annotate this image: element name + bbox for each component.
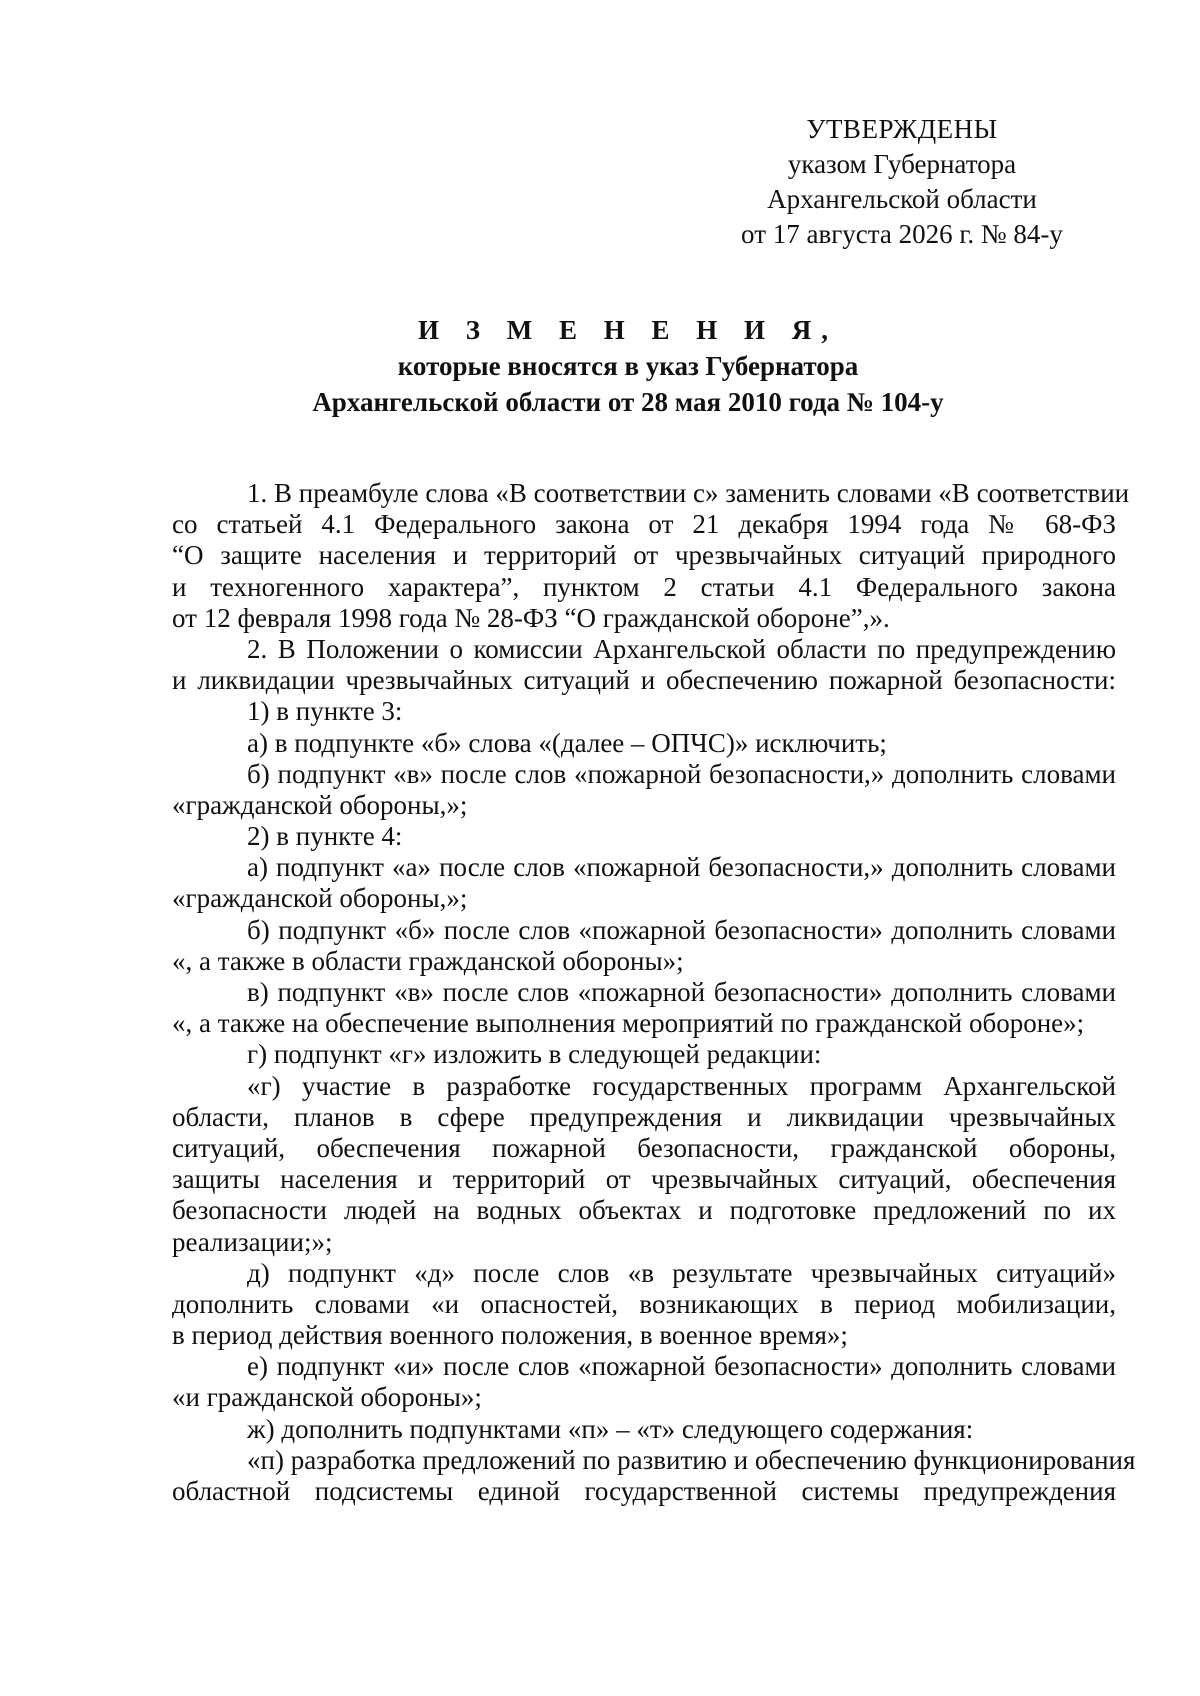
body-line: б) подпункт «в» после слов «пожарной безопасности,» дополнить словами: [247, 758, 1116, 789]
body-line: «гражданской обороны,»;: [172, 789, 468, 820]
body-line: реализации;»;: [172, 1226, 333, 1257]
body-line: от 12 февраля 1998 года № 28-ФЗ “О гражданской обороне”,».: [172, 602, 890, 633]
body-line: 1. В преамбуле слова «В соответствии с» заменить словами «В соответствии: [247, 478, 1130, 508]
body-line: ж) дополнить подпунктами «п» – «т» следующего содержания:: [247, 1413, 974, 1444]
approval-line: от 17 августа 2026 г. № 84-у: [741, 219, 1063, 249]
body-line: дополнить словами «и опасностей, возникающих в период мобилизации,: [172, 1288, 1116, 1319]
body-line: в) подпункт «в» после слов «пожарной безопасности» дополнить словами: [247, 977, 1116, 1007]
body-line: «п) разработка предложений по развитию и обеспечению функционирования: [247, 1444, 1136, 1475]
approval-line: указом Губернатора: [787, 149, 1017, 179]
body-line: 2) в пункте 4:: [247, 821, 403, 852]
body-line: безопасности людей на водных объектах и подготовке предложений по их: [172, 1195, 1116, 1226]
body-line: д) подпункт «д» после слов «в результате чрезвычайных ситуаций»: [247, 1257, 1116, 1288]
body-line: в период действия военного положения, в военное время»;: [172, 1320, 848, 1351]
document-subtitle-line: которые вносятся в указ Губернатора: [397, 351, 859, 381]
body-line: “О защите населения и территорий от чрезвычайных ситуаций природного: [172, 540, 1116, 571]
body-line: защиты населения и территорий от чрезвычайных ситуаций, обеспечения: [172, 1164, 1116, 1195]
document-title: И З М Е Н Е Н И Я,: [417, 315, 838, 345]
body-line: «и гражданской обороны»;: [172, 1382, 482, 1413]
document-heading: [200, 312, 1056, 420]
body-line: 2. В Положении о комиссии Архангельской области по предупреждению: [247, 633, 1116, 664]
body-line: области, планов в сфере предупреждения и ликвидации чрезвычайных: [172, 1101, 1116, 1132]
body-line: и ликвидации чрезвычайных ситуаций и обеспечению пожарной безопасности:: [172, 665, 1116, 696]
body-line: «, а также на обеспечение выполнения мероприятий по гражданской обороне»;: [172, 1008, 1085, 1039]
document-subtitle-line: Архангельской области от 28 мая 2010 года № 104-у: [312, 387, 944, 417]
document-body: [172, 478, 1136, 1507]
approval-line: Архангельской области: [767, 184, 1037, 214]
approval-title: УТВЕРЖДЕНЫ: [806, 114, 998, 144]
body-line: а) в подпункте «б» слова «(далее – ОПЧС)» исключить;: [247, 727, 887, 758]
approval-stamp: [692, 112, 1112, 252]
body-line: и техногенного характера”, пунктом 2 статьи 4.1 Федерального закона: [172, 571, 1116, 602]
body-line: со статьей 4.1 Федерального закона от 21 декабря 1994 года № 68-ФЗ: [172, 509, 1116, 540]
body-line: а) подпункт «а» после слов «пожарной безопасности,» дополнить словами: [247, 852, 1116, 883]
body-line: ситуаций, обеспечения пожарной безопасности, гражданской обороны,: [172, 1132, 1116, 1163]
body-line: «, а также в области гражданской обороны»;: [172, 945, 684, 976]
body-line: е) подпункт «и» после слов «пожарной безопасности» дополнить словами: [247, 1351, 1116, 1382]
body-line: б) подпункт «б» после слов «пожарной безопасности» дополнить словами: [247, 914, 1116, 945]
body-line: «г) участие в разработке государственных программ Архангельской: [247, 1070, 1116, 1101]
body-line: г) подпункт «г» изложить в следующей редакции:: [247, 1039, 822, 1070]
body-line: 1) в пункте 3:: [247, 696, 403, 727]
body-line: областной подсистемы единой государственной системы предупреждения: [172, 1476, 1116, 1506]
body-line: «гражданской обороны,»;: [172, 883, 468, 914]
